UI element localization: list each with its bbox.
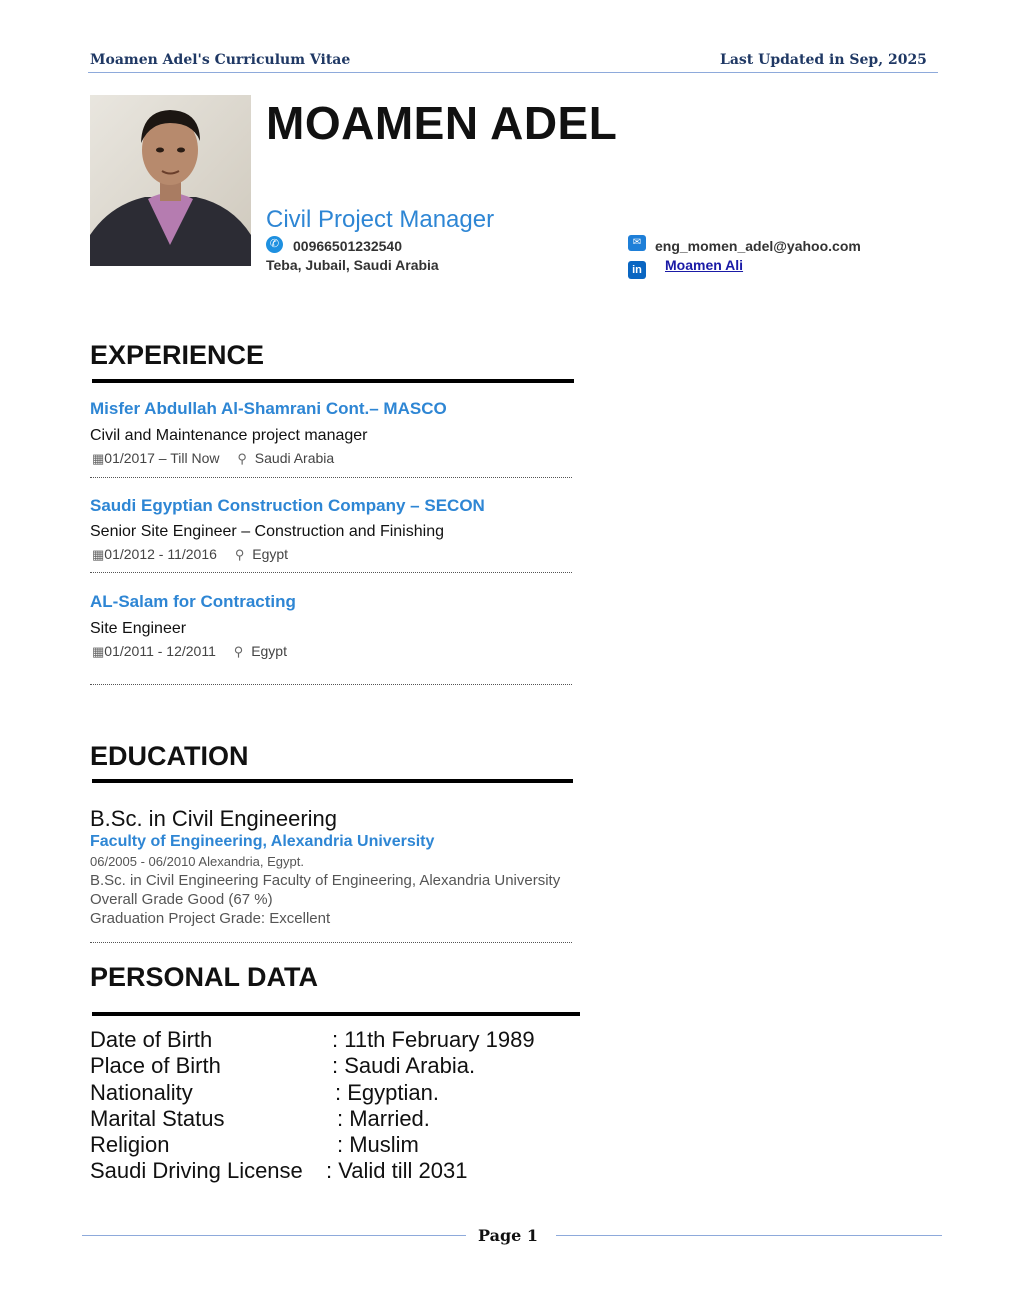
personal-heading: PERSONAL DATA: [90, 962, 319, 992]
experience-meta: [92, 546, 288, 563]
header-title: Moamen Adel's Curriculum Vitae: [90, 52, 351, 68]
phone-number: 00966501232540: [293, 238, 403, 254]
personal-rule: [92, 1012, 580, 1016]
header-updated: Last Updated in Sep, 2025: [720, 52, 927, 68]
personal-value: : Muslim: [337, 1132, 419, 1157]
job-title: Civil Project Manager: [266, 206, 495, 233]
experience-company: AL-Salam for Contracting: [90, 592, 296, 611]
linkedin-icon: in: [628, 261, 646, 279]
experience-company: Misfer Abdullah Al-Shamrani Cont.– MASCO: [90, 399, 447, 418]
candidate-name: MOAMEN ADEL: [266, 97, 618, 149]
education-faculty: Faculty of Engineering, Alexandria University: [90, 833, 435, 850]
personal-value: : 11th February 1989: [332, 1027, 535, 1052]
experience-company: Saudi Egyptian Construction Company – SECON: [90, 496, 485, 515]
personal-value: : Married.: [337, 1106, 430, 1131]
experience-place: Saudi Arabia: [254, 450, 335, 466]
dotted-divider: [90, 572, 572, 573]
experience-place: Egypt: [251, 643, 287, 659]
location-pin-icon: ⚲: [233, 644, 244, 659]
experience-rule: [92, 379, 574, 383]
experience-role: Civil and Maintenance project manager: [90, 427, 368, 444]
calendar-icon: ▦: [92, 547, 105, 562]
personal-value: : Valid till 2031: [326, 1158, 468, 1183]
experience-role: Site Engineer: [90, 620, 187, 637]
profile-photo: [90, 95, 251, 266]
email-address: eng_momen_adel@yahoo.com: [655, 238, 861, 254]
location-pin-icon: ⚲: [234, 547, 245, 562]
calendar-icon: ▦: [92, 644, 105, 659]
footer-rule-left: [82, 1235, 466, 1236]
education-detail: Graduation Project Grade: Excellent: [90, 910, 331, 927]
experience-dates: 01/2011 - 12/2011: [104, 643, 216, 659]
education-detail: 06/2005 - 06/2010 Alexandria, Egypt.: [90, 854, 304, 869]
personal-label: Nationality: [90, 1080, 193, 1105]
experience-dates: 01/2012 - 11/2016: [104, 546, 217, 562]
location-text: Teba, Jubail, Saudi Arabia: [266, 257, 439, 273]
dotted-divider: [90, 942, 572, 943]
experience-place: Egypt: [252, 546, 289, 562]
personal-label: Saudi Driving License: [90, 1158, 303, 1183]
education-heading: EDUCATION: [90, 741, 249, 771]
education-rule: [92, 779, 573, 783]
education-detail: Overall Grade Good (67 %): [90, 891, 273, 908]
experience-heading: EXPERIENCE: [90, 340, 265, 370]
personal-label: Religion: [90, 1132, 170, 1157]
experience-meta: [92, 643, 287, 660]
personal-label: Place of Birth: [90, 1053, 221, 1078]
experience-role: Senior Site Engineer – Construction and Finishing: [90, 523, 444, 540]
personal-value: : Egyptian.: [335, 1080, 439, 1105]
envelope-icon: ✉: [628, 235, 646, 251]
dotted-divider: [90, 477, 572, 478]
education-degree: B.Sc. in Civil Engineering: [90, 806, 338, 831]
page-number: Page 1: [478, 1226, 539, 1245]
personal-label: Marital Status: [90, 1106, 225, 1131]
linkedin-link[interactable]: Moamen Ali: [665, 257, 744, 273]
personal-value: : Saudi Arabia.: [332, 1053, 476, 1078]
location-pin-icon: ⚲: [237, 451, 247, 466]
education-detail: B.Sc. in Civil Engineering Faculty of Engineering, Alexandria University: [90, 872, 561, 889]
calendar-icon: ▦: [92, 451, 105, 466]
footer-rule-right: [556, 1235, 942, 1236]
personal-label: Date of Birth: [90, 1027, 213, 1052]
experience-meta: [92, 450, 334, 467]
dotted-divider: [90, 684, 572, 685]
experience-dates: 01/2017 – Till Now: [104, 450, 220, 466]
header-divider: [88, 72, 938, 73]
phone-icon: ✆: [266, 236, 283, 253]
